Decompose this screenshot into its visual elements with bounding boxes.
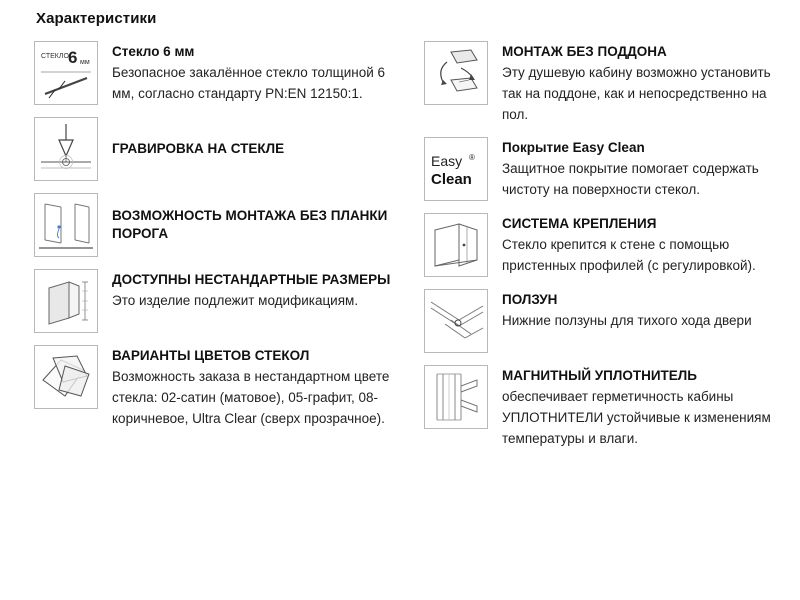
feature-text [112, 269, 396, 311]
feature-text [112, 345, 396, 429]
feature-body: Стекло крепится к стене с помощью пристенных профилей (с регулировкой). [502, 237, 756, 273]
feature-heading: ВАРИАНТЫ ЦВЕТОВ СТЕКОЛ [112, 348, 310, 363]
feature-body: обеспечивает герметичность кабины УПЛОТНИТЕЛИ устойчивые к изменениям температуры и влаги. [502, 389, 771, 446]
custom-size-cabin-icon [34, 269, 98, 333]
feature-body: Это изделие подлежит модификациям. [112, 293, 359, 308]
glass-engraving-laser-icon [34, 117, 98, 181]
feature-text [502, 41, 786, 125]
feature-item [34, 345, 396, 429]
bottom-roller-slider-icon [424, 289, 488, 353]
feature-text [112, 193, 396, 257]
feature-body: Возможность заказа в нестандартном цвете стекла: 02-сатин (матовое), 05-графит, 08-коричневое, Ultra Clear (сверх прозрачное). [112, 369, 390, 426]
svg-text:6: 6 [68, 48, 78, 67]
glass-6mm-thickness-icon [34, 41, 98, 105]
svg-text:мм: мм [80, 59, 90, 66]
svg-text:Easy: Easy [431, 153, 463, 169]
feature-heading: МОНТАЖ БЕЗ ПОДДОНА [502, 44, 667, 59]
feature-heading: СИСТЕМА КРЕПЛЕНИЯ [502, 216, 657, 231]
feature-text [502, 213, 786, 276]
feature-item [424, 365, 786, 449]
feature-item [34, 117, 396, 181]
feature-text [112, 41, 396, 104]
no-threshold-bar-icon [34, 193, 98, 257]
feature-text [112, 117, 396, 181]
features-columns [34, 41, 786, 461]
feature-body: Эту душевую кабину возможно установить так на поддоне, как и непосредственно на пол. [502, 65, 771, 122]
feature-item [424, 137, 786, 201]
feature-heading: ВОЗМОЖНОСТЬ МОНТАЖА БЕЗ ПЛАНКИ ПОРОГА [112, 208, 388, 241]
svg-text:СТЕКЛО: СТЕКЛО [41, 53, 69, 60]
feature-text [502, 365, 786, 449]
page-title: Характеристики [36, 10, 157, 27]
feature-text [502, 289, 786, 331]
features-right-column [424, 41, 786, 461]
feature-heading: Покрытие Easy Clean [502, 140, 645, 155]
feature-heading: Стекло 6 мм [112, 44, 195, 59]
svg-text:®: ® [469, 153, 475, 162]
easy-clean-coating-icon [424, 137, 488, 201]
feature-text [502, 137, 786, 200]
feature-item [34, 269, 396, 333]
feature-heading: ПОЛЗУН [502, 292, 558, 307]
feature-item [424, 213, 786, 277]
feature-heading: МАГНИТНЫЙ УПЛОТНИТЕЛЬ [502, 368, 697, 383]
svg-text:Clean: Clean [431, 171, 472, 188]
no-shower-tray-mount-icon [424, 41, 488, 105]
feature-item [34, 193, 396, 257]
feature-item [424, 289, 786, 353]
magnetic-seal-icon [424, 365, 488, 429]
feature-item [34, 41, 396, 105]
wall-profile-mounting-system-icon [424, 213, 488, 277]
glass-color-variants-icon [34, 345, 98, 409]
features-left-column [34, 41, 396, 461]
feature-item [424, 41, 786, 125]
feature-body: Безопасное закалённое стекло толщиной 6 мм, согласно стандарту PN:EN 12150:1. [112, 65, 386, 101]
feature-body: Защитное покрытие помогает содержать чистоту на поверхности стекол. [502, 161, 759, 197]
feature-body: Нижние ползуны для тихого хода двери [502, 313, 752, 328]
feature-heading: ГРАВИРОВКА НА СТЕКЛЕ [112, 141, 285, 156]
feature-heading: ДОСТУПНЫ НЕСТАНДАРТНЫЕ РАЗМЕРЫ [112, 272, 391, 287]
